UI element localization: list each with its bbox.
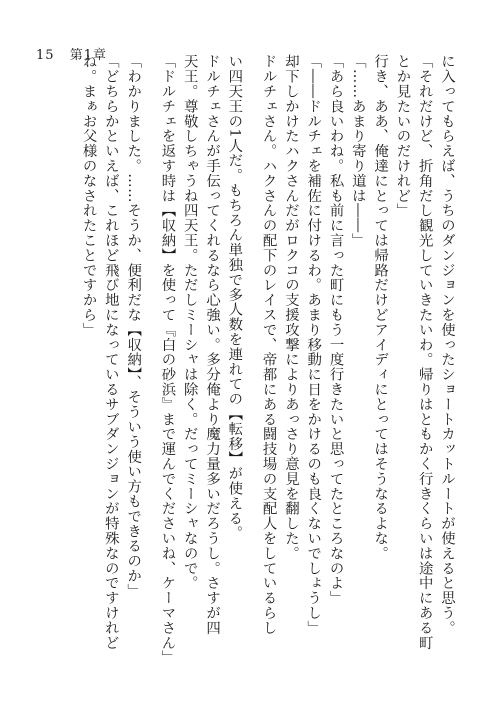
text-line: ドルチェさんが手伝ってくれるなら心強い。多分俺より魔力量多いだろうし。さすが四 — [204, 54, 221, 636]
vertical-text-body — [77, 54, 458, 664]
text-line: 行き、ああ、俺達にとっては帰路だけどアイディにとってはそうなるよな。 — [372, 54, 389, 561]
text-line: 天王。尊敬しちゃうね四天王。ただしミーシャは除く。だってミーシャなので。 — [181, 54, 198, 591]
text-line: 「わかりました。……そうか、便利だな【収納】、そういう使い方もできるのか」 — [125, 54, 142, 599]
text-line: ね。まぁお父様のなされたことですから」 — [80, 54, 97, 338]
text-line: 「どちらかといえば、これほど飛び地になっているサブダンジョンが特殊なのですけれど — [102, 54, 119, 650]
page-number: 15 — [36, 48, 55, 63]
text-line: 「あら良いわね。私も前に言った町にもう一度行きたいと思ってたところなのよ」 — [327, 54, 344, 606]
text-line: 却下しかけたハクさんだがロクコの支援攻撃によりあっさり意見を翻した。 — [282, 54, 299, 561]
text-line: とか見たいのだけれど」 — [394, 54, 411, 218]
text-line: 「ドルチェを返す時は【収納】を使って『白の砂浜』まで運んでくださいね、ケーマさん」 — [159, 54, 176, 665]
text-line: 「……あまり寄り道は――」 — [349, 54, 366, 248]
text-line: い四天王の1人だ。もちろん単独で多人数を連れての【転移】が使える。 — [226, 54, 243, 541]
text-line: ドルチェさん。ハクさんの配下のレイスで、帝都にある闘技場の支配人をしているらし — [260, 54, 277, 636]
text-line: 「――ドルチェを補佐に付けるわ。あまり移動に日をかけるのも良くないでしょうし」 — [305, 54, 322, 636]
chapter-title: 第1章 — [69, 48, 107, 63]
text-line: に入ってもらえば、うちのダンジョンを使ったショートカットルートが使えると思う。 — [439, 54, 455, 636]
text-line: 「それだけど、折角だし観光していきたいわ。帰りはともかく行きくらいは途中にある町 — [416, 54, 433, 650]
